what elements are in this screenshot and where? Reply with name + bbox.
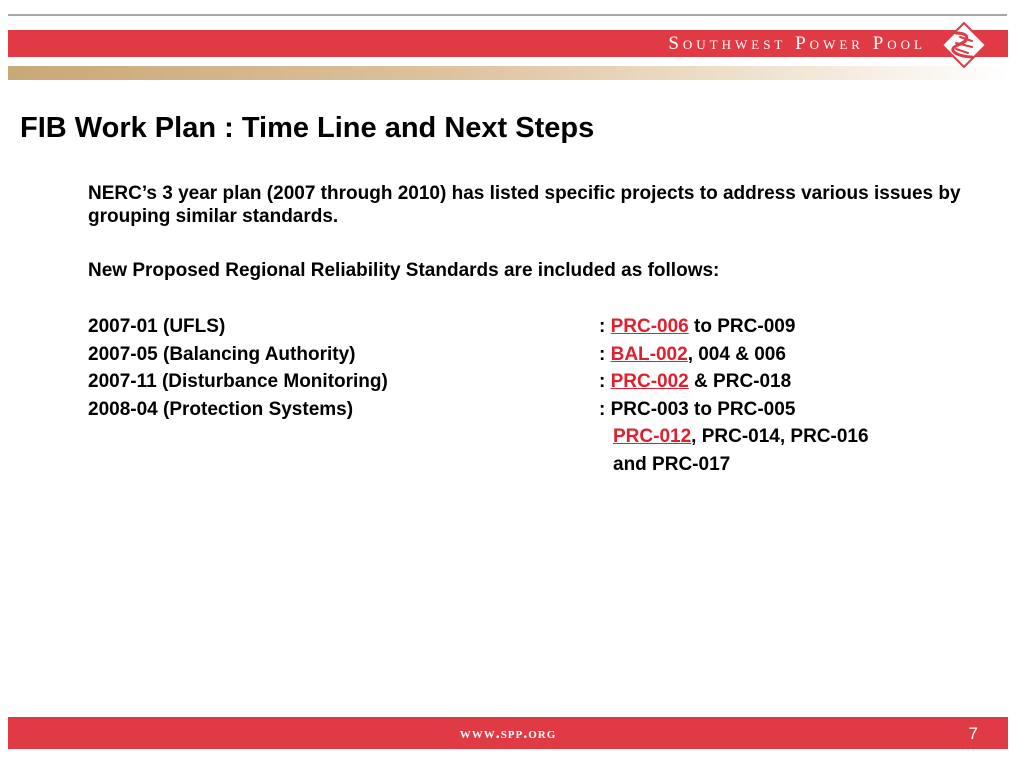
org-name: Southwest Power Pool (668, 33, 926, 54)
standard-link-prc-002[interactable]: PRC-002 (610, 371, 689, 392)
spp-logo-icon (941, 22, 987, 68)
standards-list: and PRC-017 (613, 453, 731, 475)
standards-list: : PRC-006 to PRC-009 (599, 316, 796, 337)
project-name: 2008-04 (Protection Systems) (88, 398, 354, 420)
slide-title: FIB Work Plan : Time Line and Next Steps (20, 112, 595, 144)
page-number: 7 (968, 724, 978, 743)
standards-list: : BAL-002, 004 & 006 (599, 343, 786, 365)
project-name: 2007-11 (Disturbance Monitoring) (88, 371, 388, 392)
project-row (88, 341, 968, 369)
header-band (8, 30, 1008, 57)
project-name: 2007-05 (Balancing Authority) (88, 343, 356, 365)
footer-url[interactable]: www.spp.org (459, 725, 557, 742)
standard-link-prc-012[interactable]: PRC-012 (613, 426, 692, 447)
standards-list: PRC-012, PRC-014, PRC-016 (613, 426, 869, 447)
standards-continuation-row (88, 423, 968, 451)
project-row (88, 368, 968, 396)
standards-list: : PRC-003 to PRC-005 (599, 398, 796, 420)
project-name: 2007-01 (UFLS) (88, 316, 226, 337)
project-row (88, 396, 968, 424)
slide-body (88, 182, 968, 478)
standards-continuation-row (88, 451, 968, 479)
standard-link-prc-006[interactable]: PRC-006 (610, 316, 689, 337)
standard-link-bal-002[interactable]: BAL-002 (610, 343, 688, 365)
standards-intro: New Proposed Regional Reliability Standards are included as follows: (88, 260, 720, 281)
footer-band (8, 717, 1008, 749)
project-row (88, 313, 968, 341)
standards-list: : PRC-002 & PRC-018 (599, 371, 792, 392)
top-rule (8, 14, 1007, 16)
header-accent-band (8, 66, 1008, 80)
intro-paragraph: NERC’s 3 year plan (2007 through 2010) has listed specific projects to address various issues by grouping similar standards. (88, 183, 961, 227)
